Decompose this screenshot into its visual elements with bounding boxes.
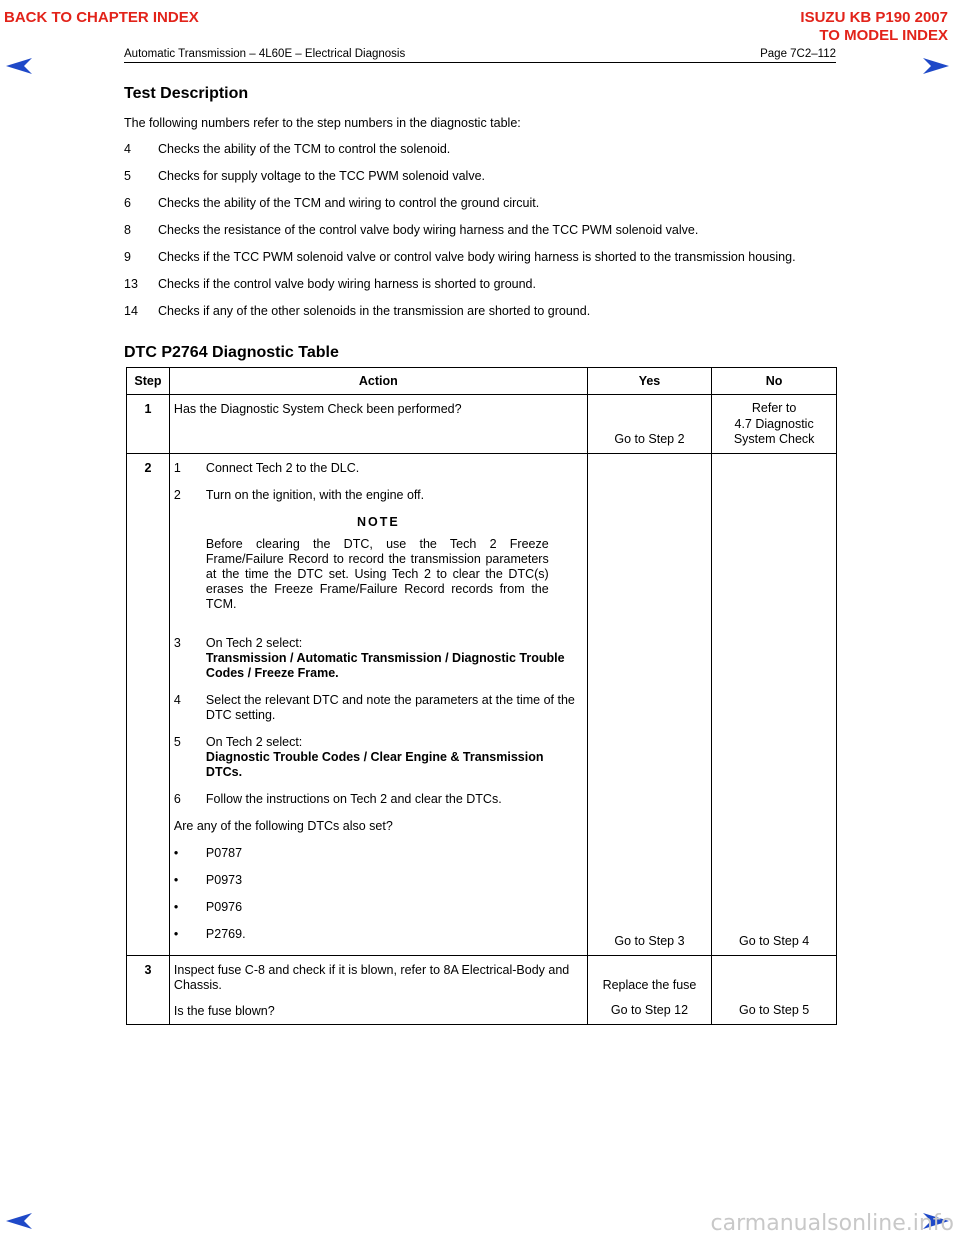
header-yes: Yes bbox=[587, 368, 712, 395]
list-item bbox=[124, 304, 844, 331]
action-question: Are any of the following DTCs also set? bbox=[173, 819, 393, 833]
page-number: Page 7C2–112 bbox=[760, 48, 836, 60]
diagnostic-table-title: DTC P2764 Diagnostic Table bbox=[124, 344, 339, 361]
yes-cell bbox=[587, 956, 712, 1025]
back-to-chapter-index-link[interactable]: BACK TO CHAPTER INDEX bbox=[4, 9, 199, 26]
action-step bbox=[174, 693, 583, 723]
item-number: 6 bbox=[124, 196, 131, 210]
bullet-icon: • bbox=[173, 900, 179, 914]
action-step-text: Follow the instructions on Tech 2 and clear the DTCs. bbox=[205, 792, 502, 806]
no-result-line: System Check bbox=[733, 432, 815, 446]
previous-page-arrow-icon[interactable] bbox=[5, 57, 33, 75]
header-rule bbox=[124, 62, 836, 63]
bullet-icon: • bbox=[173, 873, 179, 887]
action-step bbox=[174, 792, 583, 807]
action-cell bbox=[169, 395, 587, 454]
yes-cell bbox=[587, 395, 712, 454]
item-number: 9 bbox=[124, 250, 131, 264]
tech2-menu-path: Diagnostic Trouble Codes / Clear Engine & Transmission DTCs. bbox=[205, 750, 544, 779]
dtc-code: P0787 bbox=[205, 846, 243, 860]
table-header-row bbox=[127, 368, 837, 395]
item-number: 8 bbox=[124, 223, 131, 237]
no-cell bbox=[712, 454, 837, 956]
model-title: ISUZU KB P190 2007 bbox=[800, 9, 948, 26]
no-result-line: Refer to bbox=[751, 401, 797, 415]
dtc-code: P0976 bbox=[205, 900, 243, 914]
dtc-list-item bbox=[174, 873, 583, 887]
item-text: Checks the ability of the TCM and wiring to control the ground circuit. bbox=[158, 196, 540, 210]
header-action: Action bbox=[169, 368, 587, 395]
action-question: Is the fuse blown? bbox=[173, 1004, 275, 1018]
note-body: Before clearing the DTC, use the Tech 2 Freeze Frame/Failure Record to record the transmission parameters at the time the DTC set. Using Tech 2 to clear the DTC(s) erases the Freeze Frame/Failure Record records from the TCM. bbox=[205, 537, 549, 611]
header-step: Step bbox=[127, 368, 170, 395]
test-description-list bbox=[124, 142, 844, 331]
no-cell bbox=[712, 395, 837, 454]
action-step-number: 6 bbox=[173, 792, 181, 806]
item-text: Checks the resistance of the control valve body wiring harness and the TCC PWM solenoid valve. bbox=[158, 223, 699, 237]
step-number: 1 bbox=[127, 395, 170, 454]
item-number: 5 bbox=[124, 169, 131, 183]
no-cell bbox=[712, 956, 837, 1025]
action-step-number: 4 bbox=[173, 693, 181, 707]
list-item bbox=[124, 142, 844, 169]
item-number: 13 bbox=[124, 277, 138, 291]
previous-page-arrow-icon[interactable] bbox=[5, 1212, 33, 1230]
to-model-index-link[interactable]: TO MODEL INDEX bbox=[819, 27, 948, 44]
action-step-number: 3 bbox=[173, 636, 181, 650]
next-page-arrow-icon[interactable] bbox=[922, 57, 950, 75]
dtc-list-item bbox=[174, 846, 583, 860]
item-text: Checks if the control valve body wiring harness is shorted to ground. bbox=[158, 277, 536, 291]
bullet-icon: • bbox=[173, 846, 179, 860]
item-text: Checks if any of the other solenoids in the transmission are shorted to ground. bbox=[158, 304, 591, 318]
tech2-menu-path: Transmission / Automatic Transmission / Diagnostic Trouble Codes / Freeze Frame. bbox=[205, 651, 565, 680]
action-cell bbox=[169, 956, 587, 1025]
step-number: 2 bbox=[127, 454, 170, 956]
bullet-icon: • bbox=[173, 927, 179, 941]
yes-action: Replace the fuse bbox=[602, 978, 697, 992]
action-text: Inspect fuse C-8 and check if it is blown, refer to 8A Electrical-Body and Chassis. bbox=[173, 963, 570, 992]
item-text: Checks the ability of the TCM to control the solenoid. bbox=[158, 142, 451, 156]
action-cell bbox=[169, 454, 587, 956]
action-step bbox=[174, 488, 583, 503]
action-step-text: Turn on the ignition, with the engine off. bbox=[205, 488, 425, 502]
no-result-line: 4.7 Diagnostic bbox=[734, 416, 814, 431]
dtc-list-item bbox=[174, 900, 583, 914]
list-item bbox=[124, 223, 844, 250]
diagnostic-table bbox=[126, 367, 837, 1025]
list-item bbox=[124, 250, 844, 277]
test-description-intro: The following numbers refer to the step numbers in the diagnostic table: bbox=[124, 116, 521, 130]
no-result: Go to Step 5 bbox=[739, 1003, 810, 1017]
action-text: Has the Diagnostic System Check been performed? bbox=[173, 402, 462, 416]
table-row bbox=[127, 956, 837, 1025]
yes-result: Go to Step 2 bbox=[614, 432, 685, 446]
action-step-text: On Tech 2 select: bbox=[205, 636, 303, 650]
dtc-code: P2769. bbox=[205, 927, 246, 941]
action-step bbox=[174, 636, 583, 681]
running-head: Automatic Transmission – 4L60E – Electrical Diagnosis bbox=[124, 48, 406, 60]
no-result: Go to Step 4 bbox=[739, 934, 810, 948]
table-row bbox=[127, 395, 837, 454]
yes-result: Go to Step 3 bbox=[614, 934, 685, 948]
item-text: Checks if the TCC PWM solenoid valve or control valve body wiring harness is shorted to the transmission housing. bbox=[158, 250, 796, 264]
test-description-title: Test Description bbox=[124, 85, 249, 102]
list-item bbox=[124, 277, 844, 304]
yes-cell bbox=[587, 454, 712, 956]
note-heading: NOTE bbox=[356, 515, 400, 529]
step-number: 3 bbox=[127, 956, 170, 1025]
yes-result: Go to Step 12 bbox=[610, 1003, 689, 1017]
action-step-number: 5 bbox=[173, 735, 181, 749]
watermark: carmanualsonline.info bbox=[710, 1211, 954, 1236]
action-step-text: Connect Tech 2 to the DLC. bbox=[205, 461, 360, 475]
action-step bbox=[174, 461, 583, 476]
item-number: 4 bbox=[124, 142, 131, 156]
action-step-text: On Tech 2 select: bbox=[205, 735, 303, 749]
dtc-code: P0973 bbox=[205, 873, 243, 887]
item-number: 14 bbox=[124, 304, 138, 318]
table-row bbox=[127, 454, 837, 956]
item-text: Checks for supply voltage to the TCC PWM solenoid valve. bbox=[158, 169, 485, 183]
action-step-number: 1 bbox=[173, 461, 181, 475]
list-item bbox=[124, 169, 844, 196]
action-step-number: 2 bbox=[173, 488, 181, 502]
list-item bbox=[124, 196, 844, 223]
action-step-text: Select the relevant DTC and note the parameters at the time of the DTC setting. bbox=[205, 693, 575, 722]
header-no: No bbox=[712, 368, 837, 395]
action-step bbox=[174, 735, 583, 780]
dtc-list-item bbox=[174, 927, 583, 941]
model-header bbox=[800, 9, 948, 45]
